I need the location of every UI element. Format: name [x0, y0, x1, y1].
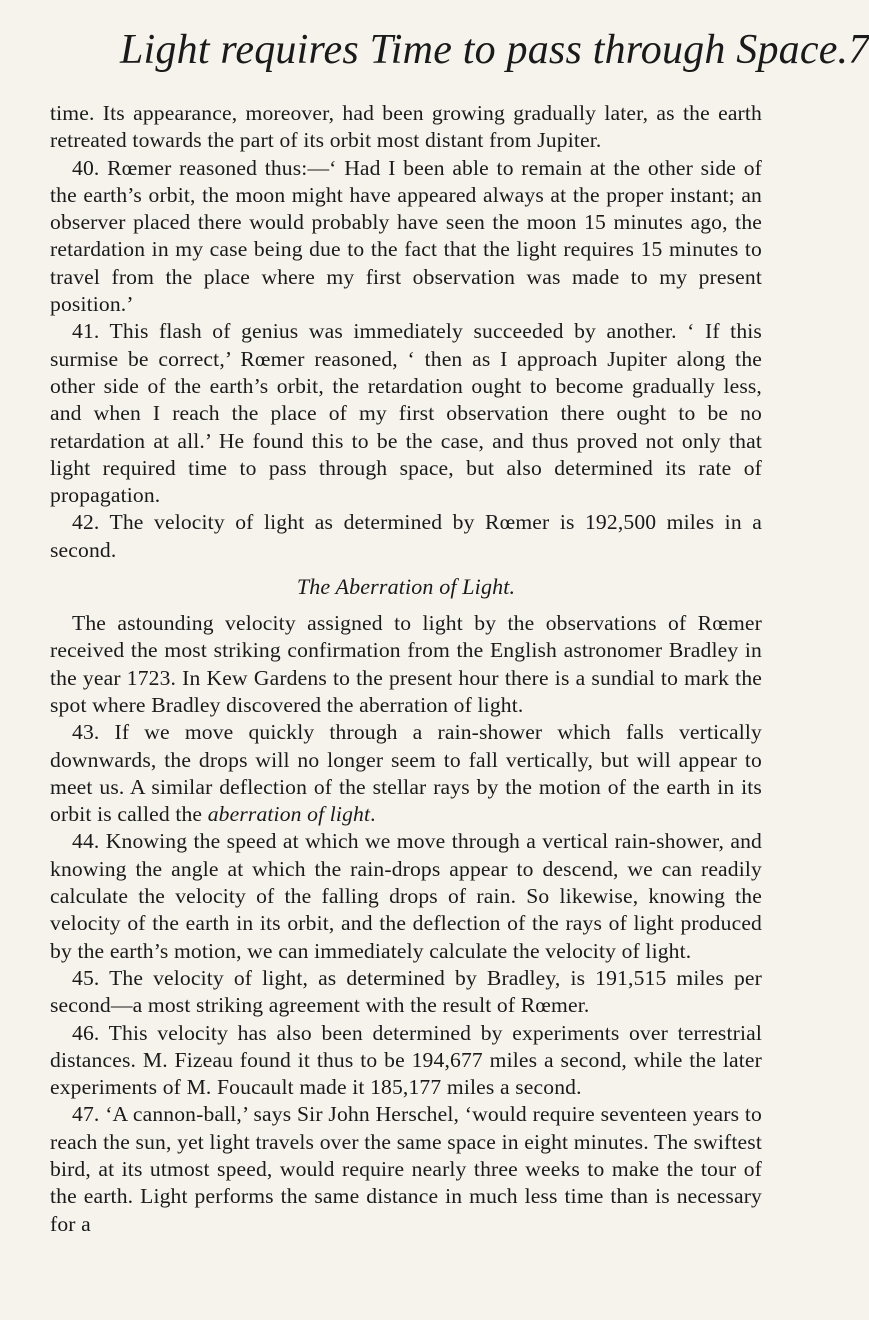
paragraph-43-emphasis: aberration of light [207, 802, 371, 827]
paragraph-47: 47. ‘A cannon-ball,’ says Sir John Herschel, ‘would require seventeen years to reach the sun, yet light travels over the same space in eight minutes. The swiftest bird, at its utmost speed, would require nearly three weeks to make the tour of the earth. Light performs the same distance in much less time than is necessary for a [50, 1102, 762, 1236]
body-text [50, 100, 762, 1238]
paragraph-43-text: 43. If we move quickly through a rain-shower which falls vertically downwards, the drops will no longer seem to fall vertically, but will appear to meet us. A similar deflection of the stellar rays by the motion of the earth in its orbit is called the [50, 720, 762, 827]
running-head [50, 26, 869, 86]
section-heading: The Aberration of Light. [296, 574, 516, 600]
paragraph-aberration-intro: The astounding velocity assigned to light by the observations of Rœmer received the most striking confirmation from the English astronomer Bradley in the year 1723. In Kew Gardens to the present hour there is a sundial to mark the spot where Bradley discovered the aberration of light. [50, 611, 762, 717]
paragraph-43 [50, 719, 762, 828]
page-number: 7 [848, 27, 869, 73]
paragraph-39-continuation: time. Its appearance, moreover, had been growing gradually later, as the earth retreated towards the part of its orbit most distant from Jupiter. [50, 101, 762, 153]
paragraph-43-end: . [370, 802, 376, 827]
paragraph-42: 42. The velocity of light as determined by Rœmer is 192,500 miles in a second. [50, 510, 762, 562]
paragraph-41: 41. This flash of genius was immediately succeeded by another. ‘ If this surmise be correct,’ Rœmer reasoned, ‘ then as I approach Jupiter along the other side of the earth’s orbit, the retardation ought to become gradually less, and when I reach the place of my first observation there ought to be no retardation at all.’ He found this to be the case, and thus proved not only that light required time to pass through space, but also determined its rate of propagation. [50, 319, 762, 508]
running-title: Light requires Time to pass through Space. [120, 27, 849, 73]
paragraph-45: 45. The velocity of light, as determined by Bradley, is 191,515 miles per second—a most striking agreement with the result of Rœmer. [50, 965, 762, 1018]
paragraph-40: 40. Rœmer reasoned thus:—‘ Had I been able to remain at the other side of the earth’s orbit, the moon might have appeared always at the proper instant; an observer placed there would probably have seen the moon 15 minutes ago, the retardation in my case being due to the fact that the light requires 15 minutes to travel from the place where my first observation was made to my present position.’ [50, 155, 762, 317]
paragraph-46: 46. This velocity has also been determined by experiments over terrestrial distances. M. Fizeau found it thus to be 194,677 miles a second, while the later experiments of M. Foucault made it 185,177 miles a second. [50, 1020, 762, 1100]
paragraph-44: 44. Knowing the speed at which we move through a vertical rain-shower, and knowing the angle at which the rain-drops appear to descend, we can readily calculate the velocity of the falling drops of rain. So likewise, knowing the velocity of the earth in its orbit, and the deflection of the rays of light produced by the earth’s motion, we can immediately calculate the velocity of light. [50, 829, 762, 963]
